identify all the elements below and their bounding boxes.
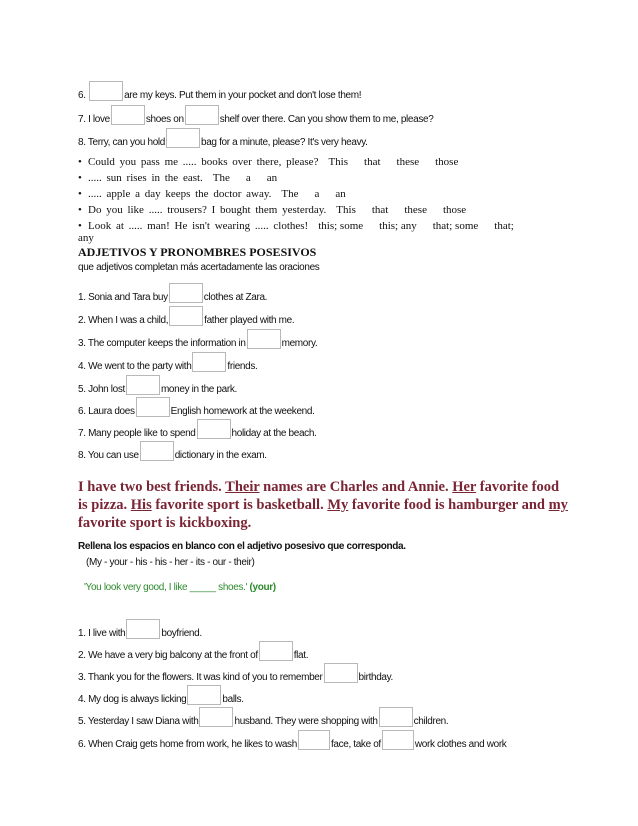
exercise-1: 1. Sonia and Tara buy clothes at Zara.: [78, 283, 267, 303]
answer-blank[interactable]: [247, 329, 281, 349]
highlighted-possessive: My: [327, 497, 349, 513]
answer-blank[interactable]: [259, 641, 293, 661]
list-item: • ..... apple a day keeps the doctor away. The a an: [78, 188, 346, 200]
answer-blank[interactable]: [185, 105, 219, 125]
answer-blank[interactable]: [169, 283, 203, 303]
section-subtitle: que adjetivos completan más acertadamente las oraciones: [78, 262, 320, 273]
answer-blank[interactable]: [187, 685, 221, 705]
answer-blank[interactable]: [382, 730, 414, 750]
exercise-7b: 7. Many people like to spend holiday at the beach.: [78, 419, 316, 439]
answer-blank[interactable]: [140, 441, 174, 461]
example-sentence: 'You look very good, I like _____ shoes.' (your): [84, 582, 276, 593]
article-demonstrative-list: [78, 156, 578, 236]
exercise-2: 2. When I was a child, father played with me.: [78, 306, 294, 326]
final-exercise-5: 5. Yesterday I saw Diana with husband. They were shopping with children.: [78, 707, 448, 727]
answer-blank[interactable]: [379, 707, 413, 727]
exercise-6: 6. are my keys. Put them in your pocket and don't lose them!: [78, 81, 361, 101]
highlighted-possessive: His: [130, 497, 152, 513]
section-heading: ADJETIVOS Y PRONOMBRES POSESIVOS: [78, 245, 317, 259]
exercise-8b: 8. You can use dictionary in the exam.: [78, 441, 267, 461]
exercise-7: 7. I love shoes on shelf over there. Can you show them to me, please?: [78, 105, 433, 125]
answer-blank[interactable]: [298, 730, 330, 750]
exercise-3: 3. The computer keeps the information in memory.: [78, 329, 317, 349]
exercise-4: 4. We went to the party with friends.: [78, 352, 257, 372]
list-item: • Look at ..... man! He isn't wearing ..... clothes! this; some this; any that; some that;: [78, 220, 514, 232]
example-paragraph: I have two best friends. Their names are Charles and Annie. Her favorite food is pizza. His favorite sport is basketball. My favorite food is hamburger and my favorite sport is kickboxing.: [78, 479, 568, 531]
final-exercise-2: 2. We have a very big balcony at the front of flat.: [78, 641, 308, 661]
bullet-icon: •: [78, 188, 82, 200]
highlighted-possessive: Their: [225, 479, 260, 495]
answer-blank[interactable]: [126, 375, 160, 395]
exercise-5: 5. John lost money in the park.: [78, 375, 237, 395]
list-item: • Could you pass me ..... books over there, please? This that these those: [78, 156, 459, 168]
bullet-icon: •: [78, 172, 82, 184]
options-line: (My - your - his - his - her - its - our - their): [86, 557, 255, 568]
answer-blank[interactable]: [111, 105, 145, 125]
answer-blank[interactable]: [89, 81, 123, 101]
answer-blank[interactable]: [136, 397, 170, 417]
final-exercise-3: 3. Thank you for the flowers. It was kind of you to remember birthday.: [78, 663, 393, 683]
list-item: • Do you like ..... trousers? I bought them yesterday. This that these those: [78, 204, 467, 216]
list-item: • ..... sun rises in the east. The a an: [78, 172, 278, 184]
final-exercise-4: 4. My dog is always licking balls.: [78, 685, 244, 705]
final-exercise-1: 1. I live with boyfriend.: [78, 619, 202, 639]
highlighted-possessive: my: [548, 497, 568, 513]
bullet-icon: •: [78, 220, 82, 232]
answer-blank[interactable]: [169, 306, 203, 326]
highlighted-possessive: Her: [452, 479, 477, 495]
answer-blank[interactable]: [126, 619, 160, 639]
bullet-wrap-text: any: [78, 232, 94, 244]
exercise-6b: 6. Laura does English homework at the weekend.: [78, 397, 315, 417]
exercise-8: 8. Terry, can you hold bag for a minute, please? It's very heavy.: [78, 128, 368, 148]
answer-blank[interactable]: [192, 352, 226, 372]
bullet-icon: •: [78, 204, 82, 216]
answer-blank[interactable]: [166, 128, 200, 148]
final-exercise-6: 6. When Craig gets home from work, he likes to wash face, take of work clothes and work: [78, 730, 506, 750]
bullet-icon: •: [78, 156, 82, 168]
instruction: Rellena los espacios en blanco con el adjetivo posesivo que corresponda.: [78, 541, 406, 552]
answer-blank[interactable]: [197, 419, 231, 439]
answer-blank[interactable]: [199, 707, 233, 727]
answer-blank[interactable]: [324, 663, 358, 683]
